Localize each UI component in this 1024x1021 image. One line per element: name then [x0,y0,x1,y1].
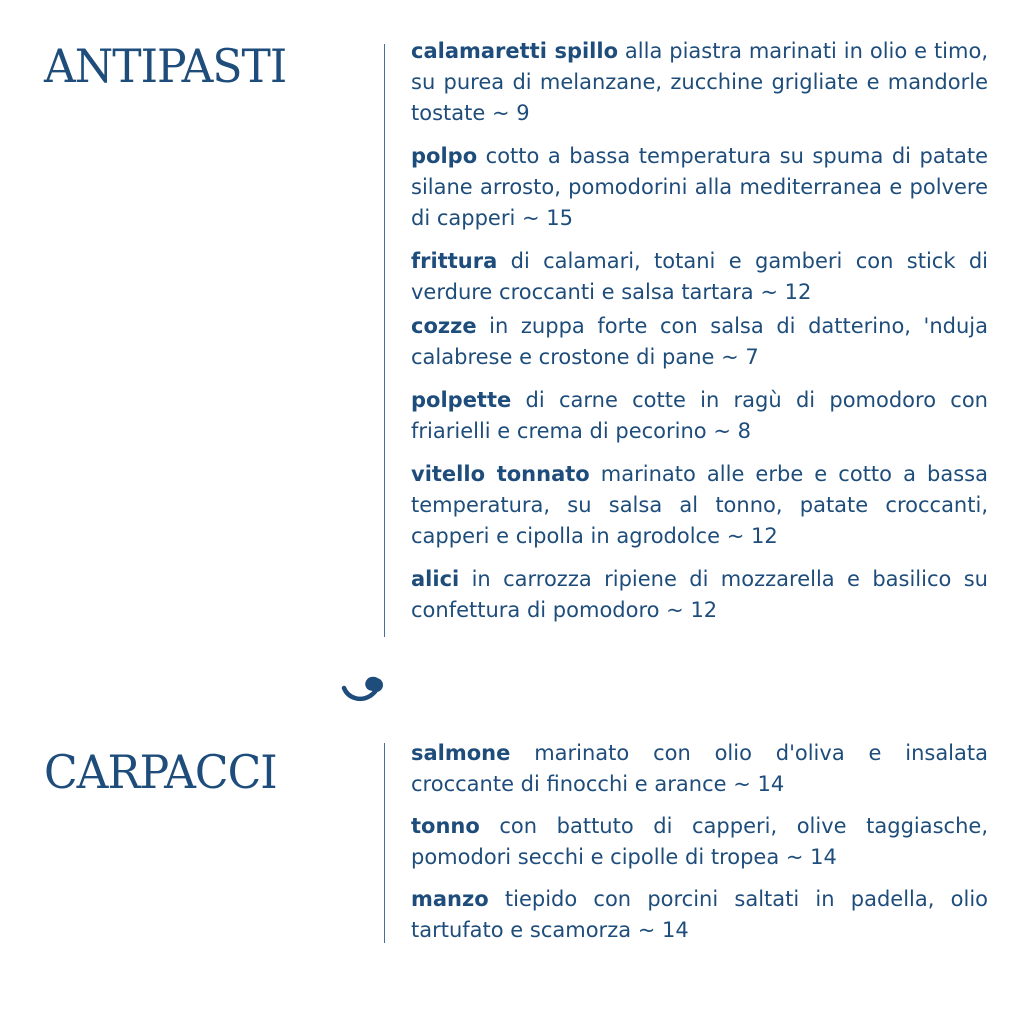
dish-name: vitello tonnato [411,462,590,486]
dish-name: polpette [411,388,512,412]
dish-name: frittura [411,249,498,273]
dish-item [411,36,988,129]
dish-name: salmone [411,741,511,765]
dish-list-carpacci [411,738,988,957]
section-divider-line [384,44,385,637]
dish-item [411,459,988,552]
dish-item [411,311,988,373]
dish-name: alici [411,567,460,591]
dish-name: polpo [411,144,478,168]
dish-name: tonno [411,814,480,838]
dish-description: di carne cotte in ragù di pomodoro con friarielli e crema di pecorino ~ 8 [411,388,988,443]
dish-name: manzo [411,887,489,911]
section-title-antipasti: ANTIPASTI [44,39,287,94]
wave-swirl-icon [340,676,388,706]
dish-list-antipasti [411,36,988,638]
dish-description: in carrozza ripiene di mozzarella e basilico su confettura di pomodoro ~ 12 [411,567,988,622]
dish-description: in zuppa forte con salsa di datterino, 'nduja calabrese e crostone di pane ~ 7 [411,314,988,369]
dish-description: cotto a bassa temperatura su spuma di patate silane arrosto, pomodorini alla mediterranea e polvere di capperi ~ 15 [411,144,988,230]
dish-description: marinato con olio d'oliva e insalata croccante di finocchi e arance ~ 14 [411,741,988,796]
section-title-carpacci: CARPACCI [44,745,277,800]
dish-description: tiepido con porcini saltati in padella, olio tartufato e scamorza ~ 14 [411,887,988,942]
dish-item [411,246,988,308]
dish-item [411,884,988,946]
dish-item [411,564,988,626]
dish-description: con battuto di capperi, olive taggiasche, pomodori secchi e cipolle di tropea ~ 14 [411,814,988,869]
dish-item [411,811,988,873]
dish-description: alla piastra marinati in olio e timo, su purea di melanzane, zucchine grigliate e mandorle tostate ~ 9 [411,39,988,125]
dish-description: marinato alle erbe e cotto a bassa temperatura, su salsa al tonno, patate croccanti, capperi e cipolla in agrodolce ~ 12 [411,462,988,548]
dish-item [411,141,988,234]
dish-name: calamaretti spillo [411,39,619,63]
section-divider-line [384,743,385,943]
dish-name: cozze [411,314,477,338]
dish-description: di calamari, totani e gamberi con stick di verdure croccanti e salsa tartara ~ 12 [411,249,988,304]
dish-item [411,385,988,447]
dish-item [411,738,988,800]
